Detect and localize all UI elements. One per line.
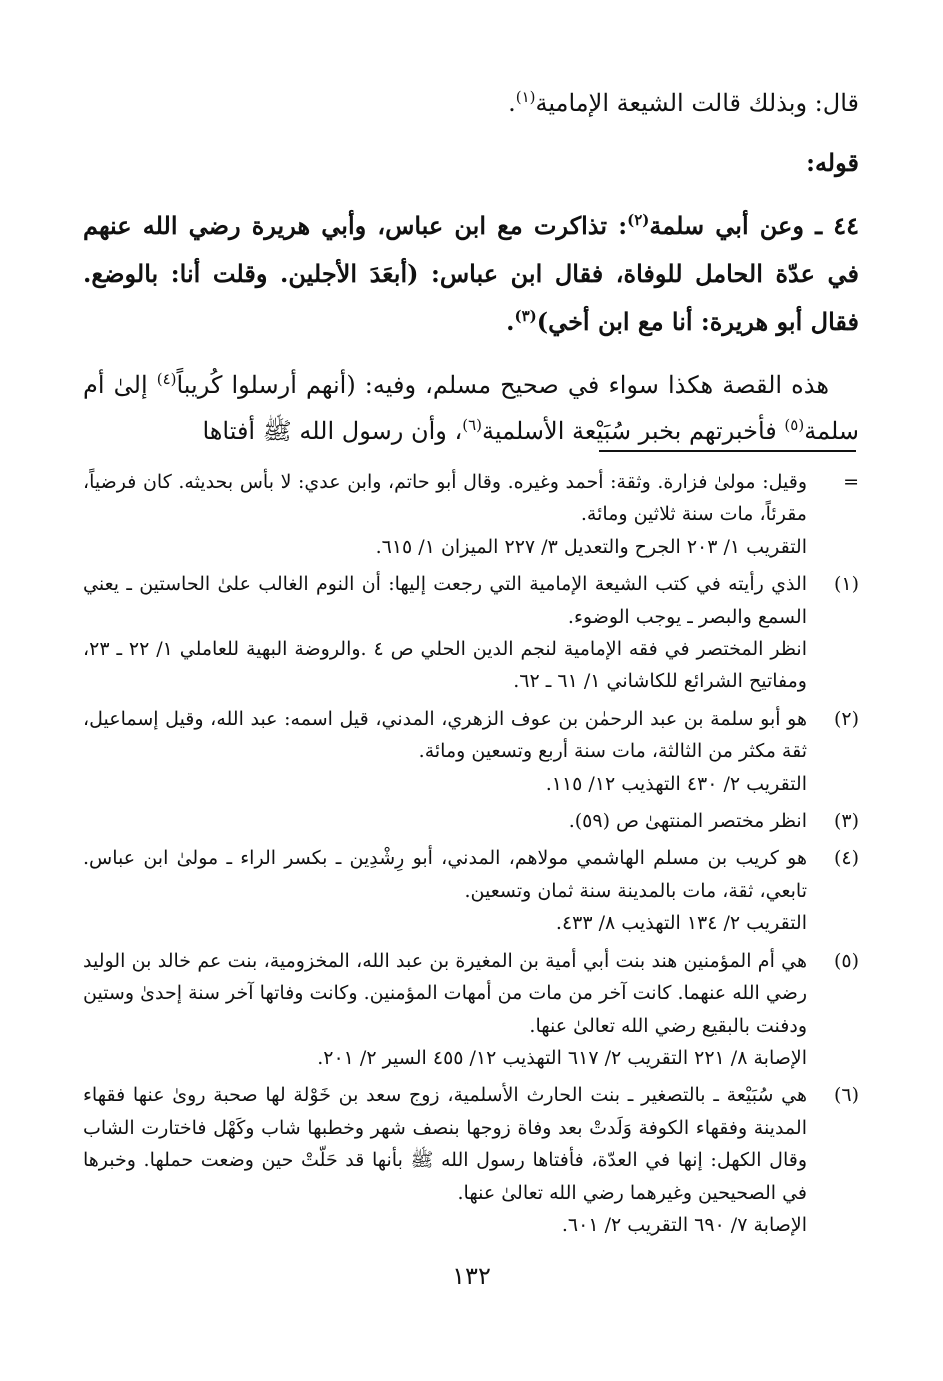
qala-end: . — [508, 89, 516, 117]
commentary-text-1: هذه القصة هكذا سواء في صحيح مسلم، وفيه: (أنهم أرسلوا كُريباً — [176, 371, 829, 399]
footnote-text: انظر مختصر المنتهىٰ ص (٥٩). — [568, 810, 807, 833]
footnote-citation: انظر المختصر في فقه الإمامية لنجم الدين الحلي ص ٤ .والروضة البهية للعاملي ١/ ٢٢ ـ ٢٣، ومفاتيح الشرائع للكاشاني ١/ ٦١ ـ ٦٢. — [83, 638, 807, 693]
footnote-citation: التقريب ٢/ ١٣٤ التهذيب ٨/ ٤٣٣. — [555, 912, 807, 935]
footnote-continued — [83, 466, 859, 563]
footnote-marker: = — [843, 471, 859, 493]
footnote-marker: (٢) — [833, 707, 859, 730]
qawluhu-heading: قوله: — [806, 148, 859, 177]
footnote-3 — [83, 805, 859, 837]
footnote-ref-4: (٤) — [156, 370, 177, 388]
footnote-5 — [83, 945, 859, 1075]
hadith-end: . — [506, 307, 515, 336]
footnote-citation: الإصابة ٧/ ٦٩٠ التقريب ٢/ ٦٠١. — [561, 1213, 807, 1236]
qala-text: قال: وبذلك قالت الشيعة الإمامية — [535, 89, 859, 117]
commentary-text-4: ، وأن رسول الله ﷺ أفتاها — [202, 417, 463, 445]
footnote-6 — [83, 1079, 859, 1241]
footnotes-section — [83, 466, 859, 1246]
footnote-4 — [83, 842, 859, 939]
commentary-text-3: فأخبرتهم بخبر سُبَيْعة الأسلمية — [481, 417, 785, 445]
footnote-marker: (١) — [833, 573, 859, 596]
main-text — [83, 78, 859, 454]
page-number: ١٣٢ — [452, 1262, 491, 1290]
footnote-text: وقيل: مولىٰ فزارة. وثقة: أحمد وغيره. وقال أبو حاتم، وابن عدي: لا بأس بحديثه. كان فرضياً، مقرئاً، مات سنة ثلاثين ومائة. — [83, 471, 807, 526]
footnote-text: هو كريب بن مسلم الهاشمي مولاهم، المدني، أبو رِشْدِين ـ بكسر الراء ـ مولىٰ ابن عباس. تابعي، ثقة، مات بالمدينة سنة ثمان وتسعين. — [83, 847, 807, 902]
footnote-2 — [83, 703, 859, 800]
footnote-marker: (٦) — [833, 1084, 859, 1107]
commentary-paragraph — [83, 362, 859, 454]
footnote-ref-5: (٥) — [784, 416, 805, 434]
commentary-text-2: إلىٰ أم سلمة — [83, 371, 859, 445]
footnote-separator — [599, 450, 856, 452]
footnote-1 — [83, 568, 859, 698]
footnote-text: هو أبو سلمة بن عبد الرحمٰن بن عوف الزهري، المدني، قيل اسمه: عبد الله، وقيل إسماعيل، ثقة مكثر من الثالثة، مات سنة أربع وتسعين ومائة. — [83, 707, 807, 763]
footnote-text: هي أم المؤمنين هند بنت أبي أمية بن المغيرة بن عبد الله، المخزومية، بنت عم خالد بن الوليد رضي الله عنهما. كانت آخر من مات من أمهات المؤمنين. وكانت وفاتها آخر سنة إحدىٰ وستين ودفنت بالبقيع رضي الله تعالىٰ عنها. — [83, 949, 807, 1037]
footnote-ref-6: (٦) — [462, 416, 482, 434]
footnote-citation: الإصابة ٨/ ٢٢١ التقريب ٢/ ٦١٧ التهذيب ١٢/ ٤٥٥ السير ٢/ ٢٠١. — [317, 1046, 807, 1069]
footnote-ref-3: (٣) — [514, 307, 537, 325]
footnote-marker: (٣) — [833, 810, 859, 833]
hadith-paragraph — [83, 202, 859, 346]
hadith-intro: ٤٤ ـ وعن أبي سلمة — [649, 211, 860, 240]
hadith-text: : تذاكرت مع ابن عباس، وأبي هريرة رضي الله عنهم في عدّة الحامل للوفاة، فقال ابن عباس: (أبعَدَ الأجلين. وقلت أنا: بالوضع. فقال أبو هريرة: أنا مع ابن أخي) — [83, 211, 860, 336]
footnote-text: الذي رأيته في كتب الشيعة الإمامية التي رجعت إليها: أن النوم الغالب علىٰ الحاستين ـ يعني السمع والبصر ـ يوجب الوضوء. — [83, 573, 807, 628]
footnote-citation: التقريب ١/ ٢٠٣ الجرح والتعديل ٣/ ٢٢٧ الميزان ١/ ٦١٥. — [375, 535, 807, 558]
footnote-marker: (٤) — [833, 847, 859, 870]
footnote-ref-2: (٢) — [627, 211, 650, 229]
footnote-marker: (٥) — [833, 949, 859, 972]
footnote-text: هي سُبَيْعة ـ بالتصغير ـ بنت الحارث الأسلمية، زوج سعد بن خَوْلة لها صحبة روىٰ عنها فقهاء المدينة وفقهاء الكوفة وَلَدتْ بعد وفاة زوجها بنصف شهر وخطبها شاب وكَهْل فاختارت الشاب وقال الكهل: إنها في العدّة، فأفتاها رسول الله ﷺ بأنها قد حَلّتْ حين وضعت حملها. وخبرها في الصحيحين وغيرهما رضي الله تعالىٰ عنها. — [83, 1084, 807, 1204]
qala-paragraph — [83, 78, 859, 128]
footnote-ref-1: (١) — [515, 88, 536, 106]
footnote-citation: التقريب ٢/ ٤٣٠ التهذيب ١٢/ ١١٥. — [545, 772, 807, 795]
